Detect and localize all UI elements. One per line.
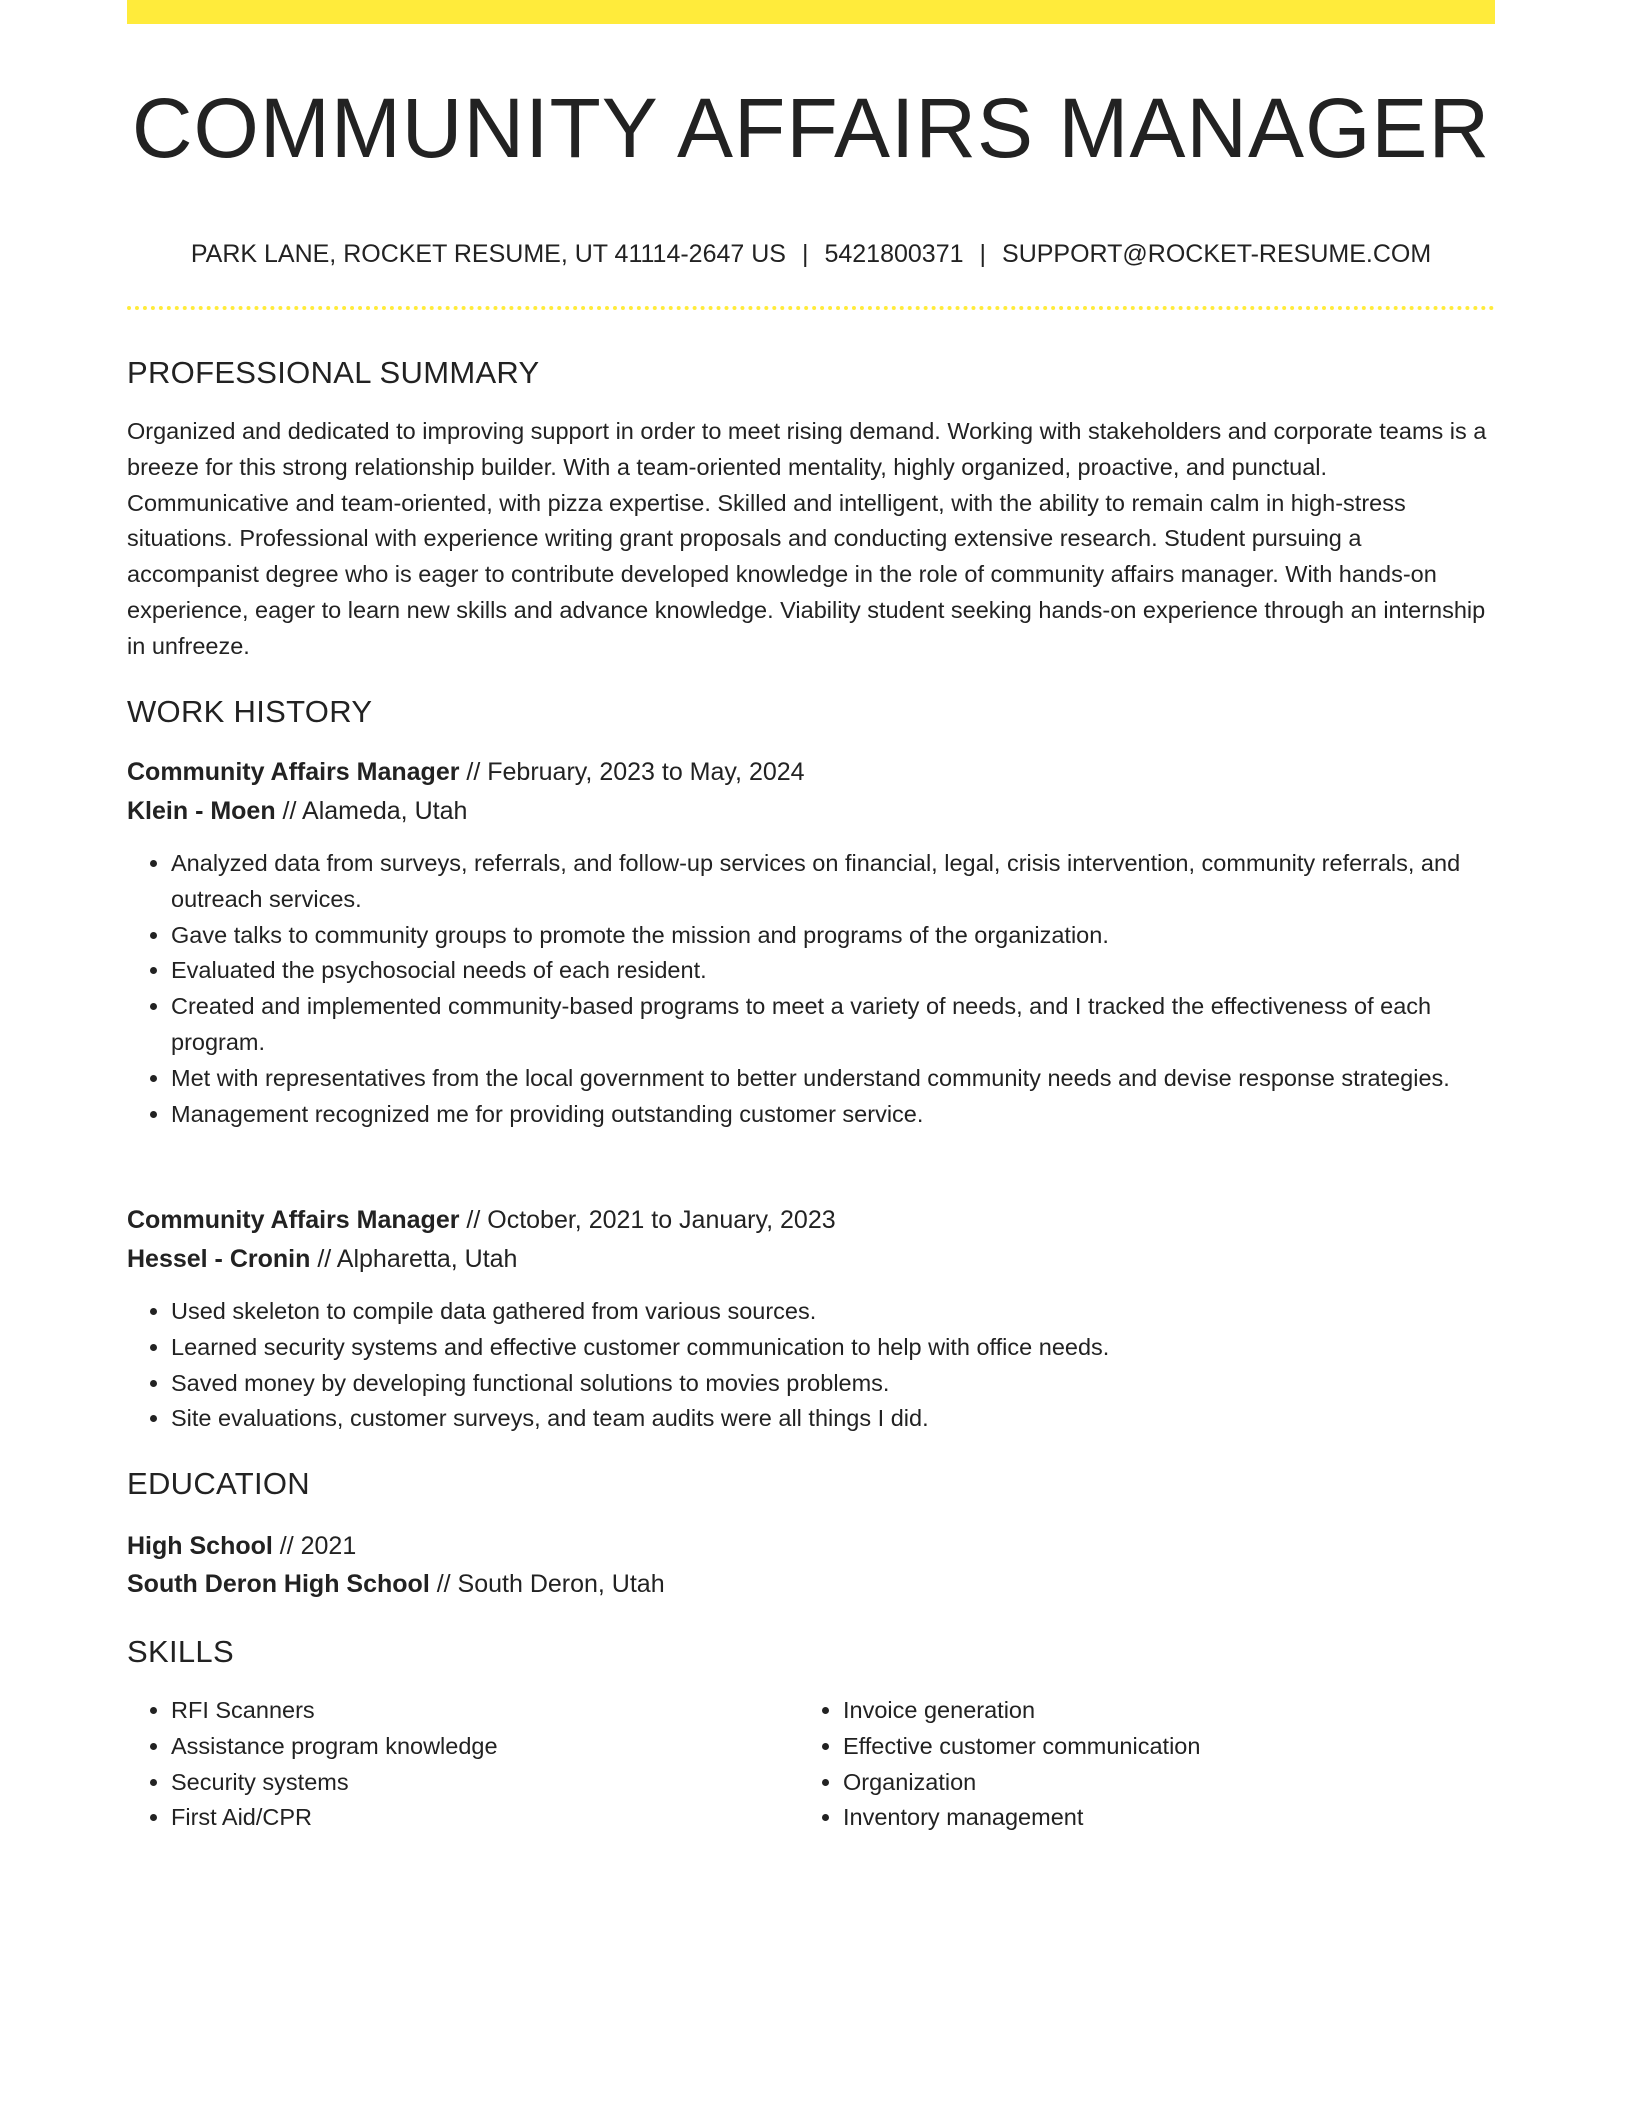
list-item: • Security systems xyxy=(171,1765,811,1801)
list-item: • Learned security systems and effective customer communication to help with office needs. xyxy=(171,1330,1495,1366)
job-2-company-line xyxy=(127,1239,517,1279)
top-accent-bar xyxy=(127,0,1495,24)
contact-address: PARK LANE, ROCKET RESUME, UT 41114-2647 US xyxy=(190,240,786,268)
list-item: • Site evaluations, customer surveys, and team audits were all things I did. xyxy=(171,1401,1495,1437)
job-2-role: Community Affairs Manager xyxy=(127,1206,460,1234)
education-school: South Deron High School xyxy=(127,1570,430,1598)
resume-title: COMMUNITY AFFAIRS MANAGER xyxy=(131,81,1491,175)
skills-right-column xyxy=(799,1693,1495,1836)
list-item: • Assistance program knowledge xyxy=(171,1729,811,1765)
list-item: • Effective customer communication xyxy=(843,1729,1495,1765)
job-1-role: Community Affairs Manager xyxy=(127,758,460,786)
list-item: • First Aid/CPR xyxy=(171,1800,811,1836)
job-2-dates: // October, 2021 to January, 2023 xyxy=(459,1206,836,1234)
job-1-title-line xyxy=(127,752,805,792)
summary-heading: PROFESSIONAL SUMMARY xyxy=(127,355,540,390)
list-item: • Saved money by developing functional solutions to movies problems. xyxy=(171,1366,1495,1402)
list-item: • Invoice generation xyxy=(843,1693,1495,1729)
contact-separator: | xyxy=(801,240,809,268)
list-item: • Analyzed data from surveys, referrals, and follow-up services on financial, legal, crisis intervention, community referrals, and outreach services. xyxy=(171,846,1495,918)
education-location: // South Deron, Utah xyxy=(429,1570,665,1598)
job-1-company: Klein - Moen xyxy=(127,797,276,825)
education-degree: High School xyxy=(127,1532,273,1560)
list-item: • RFI Scanners xyxy=(171,1693,811,1729)
job-2-bullets xyxy=(127,1294,1495,1437)
education-heading: EDUCATION xyxy=(127,1466,310,1501)
list-item: • Gave talks to community groups to promote the mission and programs of the organization. xyxy=(171,918,1495,954)
list-item: • Evaluated the psychosocial needs of each resident. xyxy=(171,953,1495,989)
job-2-location: // Alpharetta, Utah xyxy=(310,1245,518,1273)
list-item: • Met with representatives from the local government to better understand community needs and devise response strategies. xyxy=(171,1061,1495,1097)
contact-line xyxy=(127,234,1495,274)
education-school-line xyxy=(127,1564,665,1604)
job-2-title-line xyxy=(127,1200,836,1240)
job-1-dates: // February, 2023 to May, 2024 xyxy=(459,758,805,786)
list-item: • Management recognized me for providing outstanding customer service. xyxy=(171,1097,1495,1133)
education-degree-line xyxy=(127,1526,356,1566)
education-year: // 2021 xyxy=(272,1532,357,1560)
contact-email: SUPPORT@ROCKET-RESUME.COM xyxy=(1002,240,1432,268)
list-item: • Inventory management xyxy=(843,1800,1495,1836)
job-1-bullets xyxy=(127,846,1495,1132)
summary-text: Organized and dedicated to improving support in order to meet rising demand. Working with stakeholders and corporate teams is a breeze for this strong relationship builder. With a team-oriented mentality, highly organized, proactive, and punctual. Communicative and team-oriented, with pizza expertise. Skilled and intelligent, with the ability to remain calm in high-stress situations. Professional with experience writing grant proposals and conducting extensive research. Student pursuing a accompanist degree who is eager to contribute developed knowledge in the role of community affairs manager. With hands-on experience, eager to learn new skills and advance knowledge. Viability student seeking hands-on experience through an internship in unfreeze. xyxy=(127,418,1487,659)
job-2-company: Hessel - Cronin xyxy=(127,1245,311,1273)
work-history-heading: WORK HISTORY xyxy=(127,694,373,729)
skills-left-column xyxy=(127,1693,811,1836)
job-1-location: // Alameda, Utah xyxy=(275,797,468,825)
skills-heading: SKILLS xyxy=(127,1634,234,1669)
contact-separator: | xyxy=(979,240,987,268)
job-1-company-line xyxy=(127,791,467,831)
list-item: • Used skeleton to compile data gathered from various sources. xyxy=(171,1294,1495,1330)
contact-phone: 5421800371 xyxy=(824,240,964,268)
list-item: • Organization xyxy=(843,1765,1495,1801)
header-divider xyxy=(127,306,1495,310)
list-item: • Created and implemented community-based programs to meet a variety of needs, and I tracked the effectiveness of each program. xyxy=(171,989,1495,1061)
